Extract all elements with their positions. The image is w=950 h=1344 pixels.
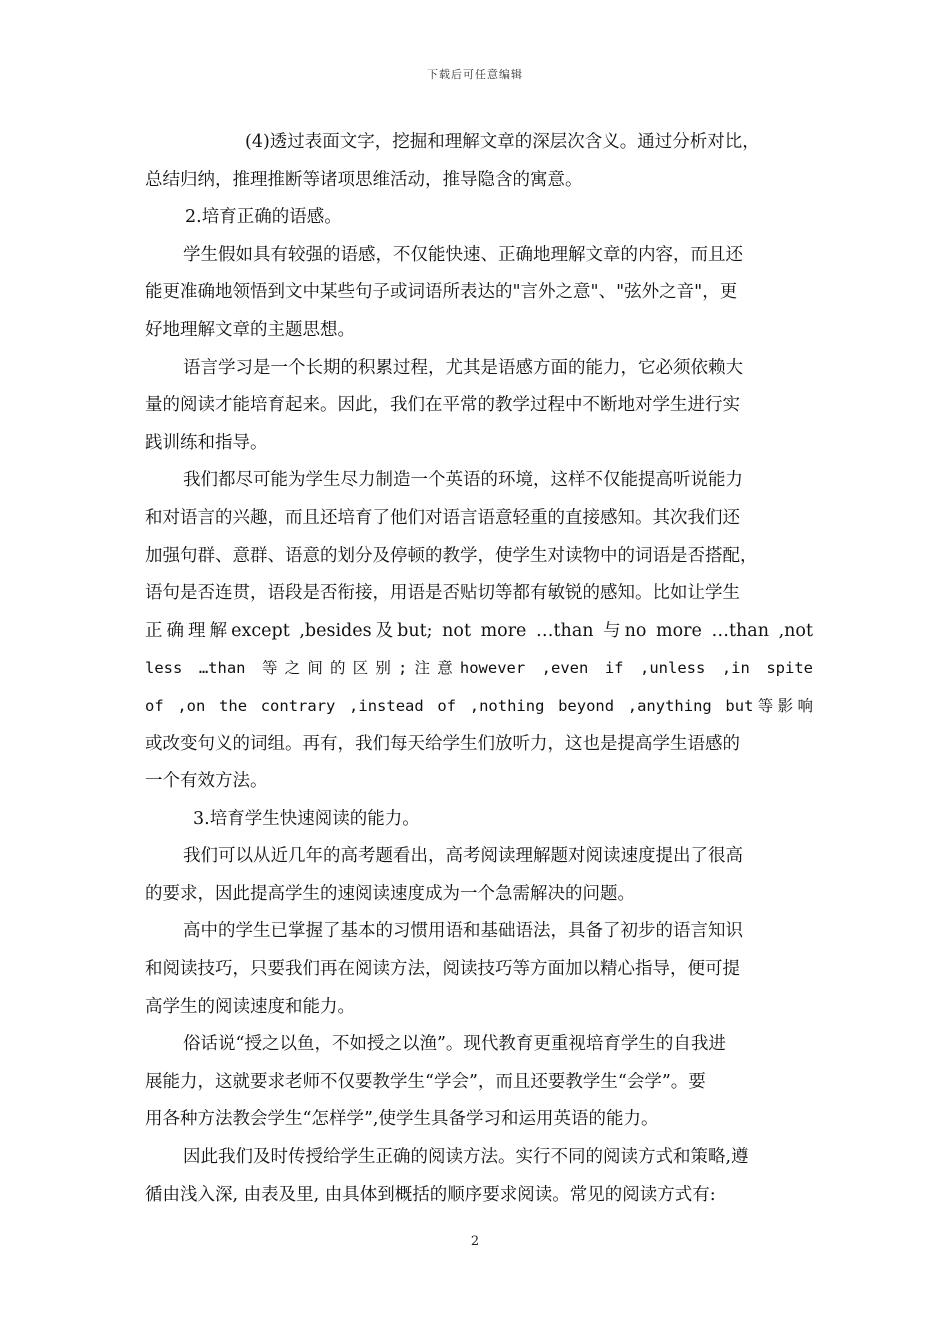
- text-line-mixed: 正确理解except ,besides及but; not more …than 与no more …than ,not: [145, 620, 813, 641]
- text-line-mixed: of ,on the contrary ,instead of ,nothing beyond ,anything but等影响: [145, 696, 813, 715]
- text-line: 一个有效方法。: [145, 771, 268, 792]
- text-line: 加强句群、意群、语意的划分及停顿的教学，使学生对读物中的词语是否搭配，: [145, 545, 758, 566]
- page-number: 2: [470, 1234, 480, 1249]
- text-line: 和阅读技巧，只要我们再在阅读方法，阅读技巧等方面加以精心指导，便可提: [145, 959, 740, 980]
- text-line: 语言学习是一个长期的积累过程，尤其是语感方面的能力，它必须依赖大: [183, 357, 743, 378]
- text-line: 学生假如具有较强的语感，不仅能快速、正确地理解文章的内容，而且还: [183, 244, 743, 265]
- text-line: 和对语言的兴趣，而且还培育了他们对语言语意轻重的直接感知。其次我们还: [145, 507, 740, 528]
- text-line: 语句是否连贯，语段是否衔接，用语是否贴切等都有敏锐的感知。比如让学生: [145, 583, 740, 604]
- text-line: 展能力，这就要求老师不仅要教学生“学会”，而且还要教学生“会学”。要: [145, 1071, 706, 1092]
- text-line: 量的阅读才能培育起来。因此，我们在平常的教学过程中不断地对学生进行实: [145, 395, 740, 416]
- header-note: 下载后可任意编辑: [427, 68, 523, 81]
- text-line: (4)透过表面文字，挖掘和理解文章的深层次含义。通过分析对比，: [245, 132, 760, 152]
- text-line: 高中的学生已掌握了基本的习惯用语和基础语法，具备了初步的语言知识: [183, 921, 743, 942]
- text-line: 践训练和指导。: [145, 432, 268, 453]
- text-line: 用各种方法教会学生“怎样学”,使学生具备学习和运用英语的能力。: [145, 1109, 659, 1130]
- text-line: 好地理解文章的主题思想。: [145, 319, 355, 340]
- text-line: 总结归纳，推理推断等诸项思维活动，推导隐含的寓意。: [145, 169, 583, 190]
- text-line: 的要求，因此提高学生的速阅读速度成为一个急需解决的问题。: [145, 883, 635, 904]
- text-line: 我们可以从近几年的高考题看出，高考阅读理解题对阅读速度提出了很高: [183, 846, 743, 867]
- text-line: 能更准确地领悟到文中某些句子或词语所表达的"言外之意"、"弦外之音"，更: [145, 282, 738, 303]
- text-line: 高学生的阅读速度和能力。: [145, 996, 355, 1017]
- text-line: 我们都尽可能为学生尽力制造一个英语的环境，这样不仅能提高听说能力: [183, 470, 743, 491]
- text-line: 循由浅入深, 由表及里, 由具体到概括的顺序要求阅读。常见的阅读方式有:: [145, 1184, 716, 1205]
- text-line: 俗话说“授之以鱼，不如授之以渔”。现代教育更重视培育学生的自我进: [183, 1034, 726, 1055]
- document-body: [145, 124, 813, 1214]
- text-line: 或改变句义的词组。再有，我们每天给学生们放听力，这也是提高学生语感的: [145, 733, 740, 754]
- text-line: 因此我们及时传授给学生正确的阅读方法。实行不同的阅读方式和策略,遵: [183, 1147, 749, 1168]
- section-heading: 2.培育正确的语感。: [185, 207, 342, 228]
- text-line-mixed: less …than 等之间的区别;注意however ,even if ,unless ,in spite: [145, 659, 813, 678]
- section-heading: 3.培育学生快速阅读的能力。: [193, 808, 420, 829]
